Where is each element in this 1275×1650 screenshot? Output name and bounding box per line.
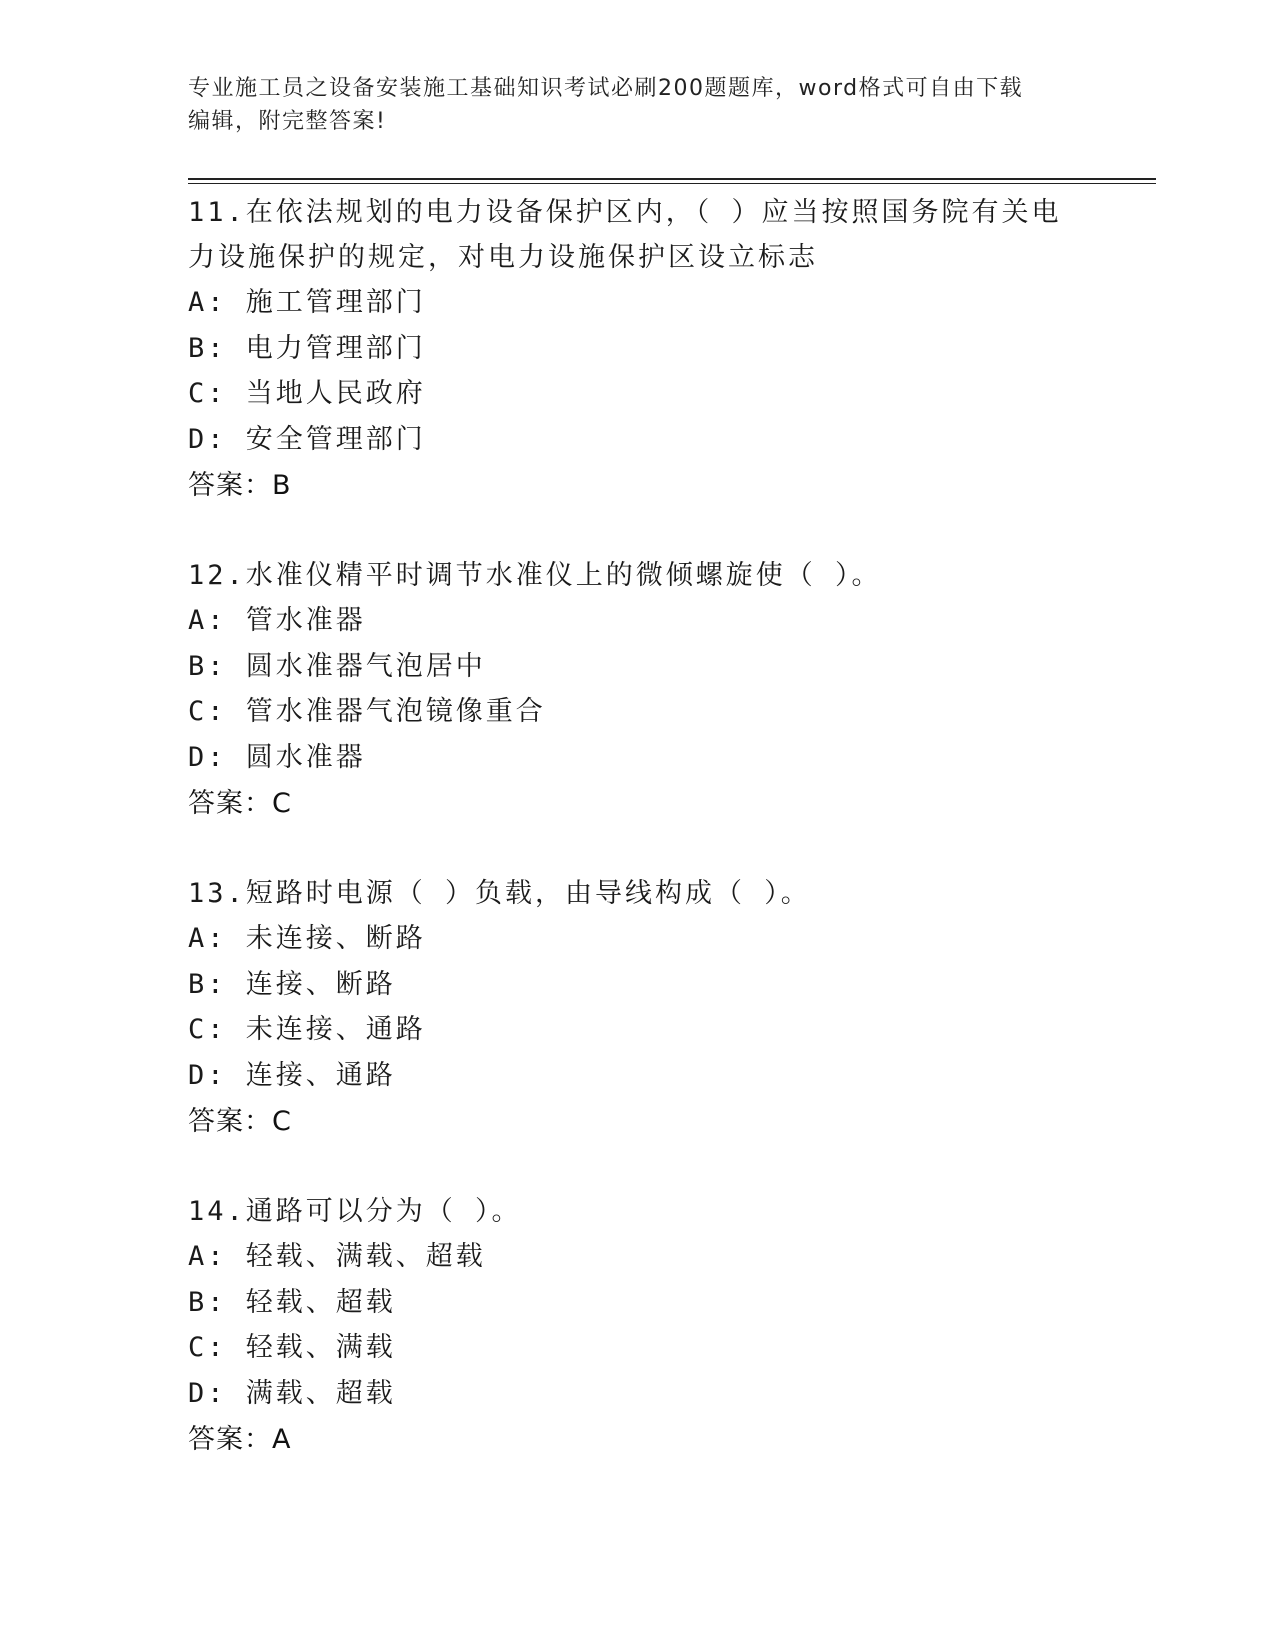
- document-header: [188, 72, 1068, 138]
- option-d: D: 连接、通路: [188, 1059, 396, 1091]
- question-stem: 12.水准仪精平时调节水准仪上的微倾螺旋使（ ）。: [188, 560, 882, 591]
- question-stem: 11.在依法规划的电力设备保护区内，（ ）应当按照国务院有关电力设施保护的规定，对电力设施保护区设立标志: [188, 197, 1062, 273]
- answer-label: 答案：B: [188, 470, 292, 501]
- question-11: [188, 190, 1088, 509]
- option-d: D: 圆水准器: [188, 741, 366, 773]
- option-c: C: 管水准器气泡镜像重合: [188, 696, 546, 727]
- option-a: A: 施工管理部门: [188, 287, 426, 318]
- option-c: C: 当地人民政府: [188, 378, 426, 409]
- option-b: B: 连接、断路: [188, 968, 396, 1000]
- header-divider-thin: [188, 183, 1156, 184]
- question-12: [188, 553, 1088, 827]
- option-b: B: 轻载、超载: [188, 1286, 396, 1318]
- header-divider-thick: [188, 178, 1156, 180]
- header-title-line-1: 专业施工员之设备安装施工基础知识考试必刷200题题库，word格式可自由下载: [188, 76, 1024, 101]
- option-a: A: 管水准器: [188, 605, 366, 636]
- question-list: [188, 190, 1088, 1507]
- header-title-line-2: 编辑，附完整答案!: [188, 109, 387, 134]
- question-13: [188, 871, 1088, 1145]
- option-d: D: 安全管理部门: [188, 423, 426, 455]
- question-stem: 14.通路可以分为（ ）。: [188, 1196, 522, 1227]
- option-b: B: 电力管理部门: [188, 332, 426, 364]
- option-b: B: 圆水准器气泡居中: [188, 650, 486, 682]
- option-c: C: 未连接、通路: [188, 1014, 426, 1045]
- option-a: A: 未连接、断路: [188, 923, 426, 954]
- option-a: A: 轻载、满载、超载: [188, 1241, 486, 1272]
- answer-label: 答案：C: [188, 788, 292, 819]
- answer-label: 答案：C: [188, 1106, 292, 1137]
- option-d: D: 满载、超载: [188, 1377, 396, 1409]
- answer-label: 答案：A: [188, 1424, 292, 1455]
- option-c: C: 轻载、满载: [188, 1332, 396, 1363]
- question-stem: 13.短路时电源（ ）负载，由导线构成（ ）。: [188, 878, 811, 909]
- question-14: [188, 1189, 1088, 1463]
